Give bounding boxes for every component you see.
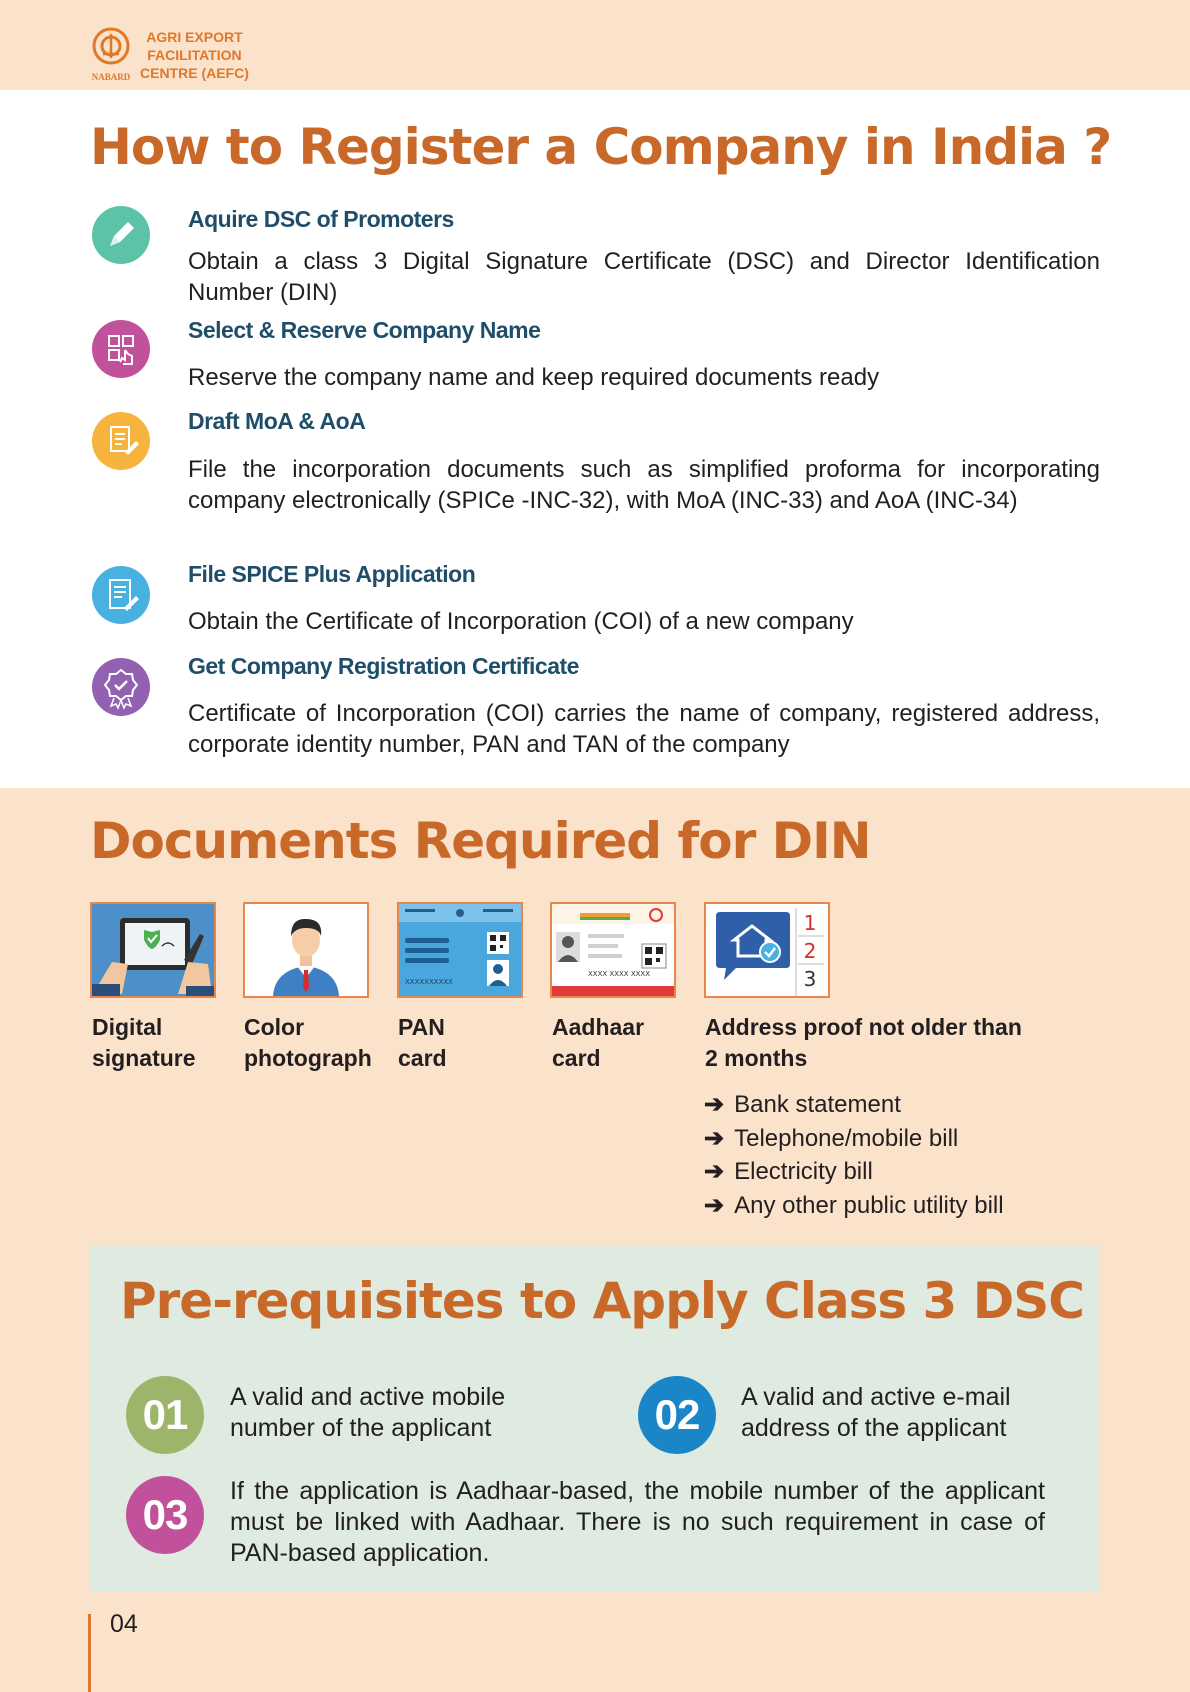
step-title: Get Company Registration Certificate [188, 653, 579, 679]
step-description: File the incorporation documents such as simplified proforma for incorporating company electronically (SPICe -INC-32), with MoA (INC-33) and AoA (INC-34) [188, 456, 1100, 514]
digital-signature-image [90, 902, 216, 998]
aadhaar-number: XXXX XXXX XXXX [588, 970, 650, 978]
arrow-right-icon: ➔ [704, 1158, 725, 1185]
requirement-mobile [230, 1382, 505, 1444]
document-edit-icon [92, 412, 150, 470]
arrow-right-icon: ➔ [704, 1124, 725, 1152]
doc-label-line: Address proof not older than [705, 1014, 1022, 1040]
step-description: Obtain a class 3 Digital Signature Certificate (DSC) and Director Identification Number (DIN) [188, 248, 1100, 306]
requirement-line: A valid and active mobile [230, 1383, 506, 1411]
page-marker [88, 1614, 91, 1692]
number-badge-01: 01 [126, 1376, 204, 1454]
din-title: Documents Required for DIN [90, 812, 871, 870]
requirement-line: number of the applicant [230, 1414, 492, 1442]
calendar-number: 1 [803, 911, 817, 935]
pen-icon [92, 206, 150, 264]
list-item [704, 1122, 1004, 1156]
calendar-number: 2 [803, 939, 817, 963]
select-hand-icon [92, 320, 150, 378]
org-name-line: AGRI EXPORT [146, 29, 243, 45]
doc-label-line: 2 months [705, 1045, 808, 1071]
org-name-line: FACILITATION [147, 47, 242, 63]
list-item [704, 1088, 1004, 1122]
pan-card-number: XXXXXXXXXX [405, 978, 453, 986]
list-item-label: Bank statement [734, 1091, 901, 1118]
page-number: 04 [110, 1610, 138, 1638]
number-badge-02: 02 [638, 1376, 716, 1454]
doc-label-aadhaar-card [552, 1012, 644, 1074]
doc-label-line: PAN [398, 1014, 445, 1040]
requirement-line: address of the applicant [741, 1414, 1007, 1442]
application-form-icon [92, 566, 150, 624]
doc-label-line: Aadhaar [552, 1014, 645, 1040]
logo-caption: NABARD [91, 72, 131, 82]
step-title: Draft MoA & AoA [188, 408, 366, 434]
org-name-line: CENTRE (AEFC) [140, 65, 249, 81]
list-item-label: Telephone/mobile bill [734, 1124, 959, 1152]
arrow-right-icon: ➔ [704, 1091, 725, 1118]
step-description: Reserve the company name and keep required documents ready [188, 364, 880, 391]
calendar-number: 3 [803, 967, 817, 991]
list-item-label: Electricity bill [734, 1158, 873, 1185]
address-proof-image [704, 902, 830, 998]
doc-label-line: Digital [92, 1014, 163, 1040]
list-item [704, 1189, 1004, 1223]
address-proof-list [704, 1088, 1004, 1222]
dsc-title: Pre-requisites to Apply Class 3 DSC [120, 1272, 1084, 1330]
doc-label-line: Color [244, 1014, 305, 1040]
certificate-badge-icon [92, 658, 150, 716]
org-name [140, 28, 249, 82]
doc-label-address-proof [705, 1012, 1022, 1074]
doc-label-digital-signature [92, 1012, 196, 1074]
number-badge-03: 03 [126, 1476, 204, 1554]
aadhaar-card-image [550, 902, 676, 998]
color-photograph-image [243, 902, 369, 998]
step-title: Select & Reserve Company Name [188, 317, 541, 343]
nabard-logo [88, 26, 134, 82]
arrow-right-icon: ➔ [704, 1191, 725, 1219]
list-item [704, 1155, 1004, 1189]
step-description: Certificate of Incorporation (COI) carries the name of company, registered address, corporate identity number, PAN and TAN of the company [188, 700, 1100, 758]
requirement-email [741, 1382, 1011, 1444]
step-title: File SPICE Plus Application [188, 561, 476, 587]
register-section [0, 90, 1190, 788]
doc-label-line: card [552, 1045, 601, 1071]
doc-label-line: card [398, 1045, 447, 1071]
doc-label-pan-card [398, 1012, 447, 1074]
requirement-aadhaar: If the application is Aadhaar-based, the mobile number of the applicant must be linked with Aadhaar. There is no such requirement in case of PAN-based application. [230, 1477, 1045, 1567]
requirement-line: A valid and active e-mail [741, 1383, 1011, 1411]
register-title: How to Register a Company in India ? [90, 118, 1112, 176]
pan-card-image [397, 902, 523, 998]
doc-label-line: signature [92, 1045, 196, 1071]
doc-label-color-photograph [244, 1012, 372, 1074]
list-item-label: Any other public utility bill [734, 1191, 1004, 1219]
step-title: Aquire DSC of Promoters [188, 206, 454, 232]
step-description: Obtain the Certificate of Incorporation (COI) of a new company [188, 608, 854, 635]
doc-label-line: photograph [244, 1045, 372, 1071]
